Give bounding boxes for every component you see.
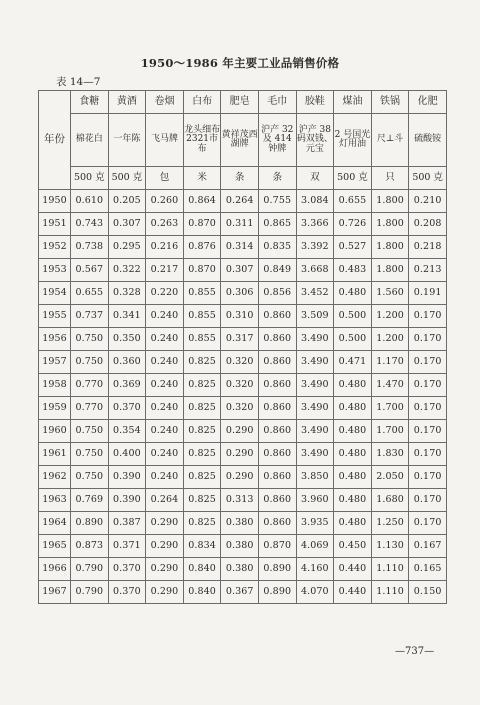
- price-cell: 0.208: [409, 213, 447, 236]
- product-unit-cell: 500 克: [409, 167, 447, 190]
- price-cell: 0.890: [258, 558, 296, 581]
- price-cell: 0.290: [146, 535, 184, 558]
- price-cell: 0.769: [71, 489, 109, 512]
- price-cell: 0.825: [183, 351, 221, 374]
- table-row: [39, 305, 447, 328]
- price-cell: 2.050: [371, 466, 409, 489]
- price-cell: 3.392: [296, 236, 334, 259]
- page-number: —737—: [395, 646, 435, 657]
- product-brand-cell: 棉花白: [71, 114, 109, 167]
- price-cell: 0.860: [258, 351, 296, 374]
- price-cell: 0.295: [108, 236, 146, 259]
- price-cell: 0.860: [258, 512, 296, 535]
- product-brand-row: [39, 114, 447, 167]
- price-cell: 0.750: [71, 351, 109, 374]
- price-cell: 0.790: [71, 558, 109, 581]
- price-cell: 0.750: [71, 443, 109, 466]
- price-cell: 0.370: [108, 397, 146, 420]
- table-row: [39, 236, 447, 259]
- price-cell: 0.855: [183, 282, 221, 305]
- price-cell: 0.240: [146, 374, 184, 397]
- price-cell: 0.264: [221, 190, 259, 213]
- price-cell: 1.470: [371, 374, 409, 397]
- price-cell: 0.191: [409, 282, 447, 305]
- year-cell: 1950: [39, 190, 71, 213]
- price-cell: 0.390: [108, 489, 146, 512]
- year-cell: 1967: [39, 581, 71, 604]
- price-table: [38, 90, 447, 604]
- year-column-header: 年份: [39, 91, 71, 190]
- price-cell: 0.860: [258, 489, 296, 512]
- price-cell: 4.160: [296, 558, 334, 581]
- product-name-cell: 卷烟: [146, 91, 184, 114]
- price-cell: 0.855: [183, 328, 221, 351]
- price-cell: 0.500: [334, 305, 372, 328]
- price-cell: 0.322: [108, 259, 146, 282]
- price-cell: 0.165: [409, 558, 447, 581]
- year-cell: 1961: [39, 443, 71, 466]
- price-cell: 0.440: [334, 581, 372, 604]
- product-unit-cell: 条: [258, 167, 296, 190]
- price-cell: 0.341: [108, 305, 146, 328]
- price-cell: 1.200: [371, 305, 409, 328]
- price-cell: 0.480: [334, 489, 372, 512]
- price-cell: 0.150: [409, 581, 447, 604]
- price-cell: 0.755: [258, 190, 296, 213]
- price-cell: 0.220: [146, 282, 184, 305]
- product-brand-cell: 2 号国光灯用油: [334, 114, 372, 167]
- product-name-row: [39, 91, 447, 114]
- price-cell: 0.480: [334, 512, 372, 535]
- price-cell: 3.490: [296, 351, 334, 374]
- price-cell: 0.480: [334, 466, 372, 489]
- price-cell: 0.360: [108, 351, 146, 374]
- product-brand-cell: 一年陈: [108, 114, 146, 167]
- price-cell: 3.490: [296, 420, 334, 443]
- price-cell: 0.860: [258, 466, 296, 489]
- price-cell: 0.320: [221, 374, 259, 397]
- price-cell: 0.167: [409, 535, 447, 558]
- price-cell: 1.170: [371, 351, 409, 374]
- price-cell: 0.380: [221, 558, 259, 581]
- product-name-cell: 黄酒: [108, 91, 146, 114]
- product-brand-cell: 尺⊥斗: [371, 114, 409, 167]
- price-cell: 0.655: [71, 282, 109, 305]
- price-cell: 0.390: [108, 466, 146, 489]
- price-cell: 0.849: [258, 259, 296, 282]
- year-cell: 1957: [39, 351, 71, 374]
- price-cell: 1.110: [371, 581, 409, 604]
- year-cell: 1963: [39, 489, 71, 512]
- price-cell: 0.865: [258, 213, 296, 236]
- year-cell: 1966: [39, 558, 71, 581]
- table-row: [39, 259, 447, 282]
- product-name-cell: 胶鞋: [296, 91, 334, 114]
- year-cell: 1954: [39, 282, 71, 305]
- price-cell: 0.743: [71, 213, 109, 236]
- price-cell: 1.700: [371, 420, 409, 443]
- product-name-cell: 化肥: [409, 91, 447, 114]
- price-cell: 0.890: [258, 581, 296, 604]
- year-cell: 1962: [39, 466, 71, 489]
- product-unit-cell: 500 克: [108, 167, 146, 190]
- price-cell: 0.890: [71, 512, 109, 535]
- table-row: [39, 374, 447, 397]
- price-cell: 0.371: [108, 535, 146, 558]
- price-cell: 0.860: [258, 305, 296, 328]
- price-cell: 4.069: [296, 535, 334, 558]
- price-cell: 0.290: [221, 466, 259, 489]
- price-cell: 0.370: [108, 581, 146, 604]
- product-unit-cell: 包: [146, 167, 184, 190]
- year-cell: 1951: [39, 213, 71, 236]
- price-cell: 0.840: [183, 581, 221, 604]
- price-cell: 0.860: [258, 443, 296, 466]
- product-unit-cell: 双: [296, 167, 334, 190]
- price-cell: 0.834: [183, 535, 221, 558]
- price-cell: 0.825: [183, 443, 221, 466]
- price-cell: 0.876: [183, 236, 221, 259]
- price-cell: 0.738: [71, 236, 109, 259]
- price-cell: 1.250: [371, 512, 409, 535]
- price-cell: 1.200: [371, 328, 409, 351]
- price-cell: 0.170: [409, 305, 447, 328]
- product-unit-cell: 只: [371, 167, 409, 190]
- price-cell: 0.726: [334, 213, 372, 236]
- price-cell: 0.240: [146, 397, 184, 420]
- price-cell: 0.737: [71, 305, 109, 328]
- price-cell: 0.314: [221, 236, 259, 259]
- table-row: [39, 512, 447, 535]
- table-row: [39, 351, 447, 374]
- price-cell: 0.380: [221, 535, 259, 558]
- price-cell: 0.328: [108, 282, 146, 305]
- price-cell: 0.825: [183, 420, 221, 443]
- price-cell: 0.240: [146, 466, 184, 489]
- price-cell: 3.084: [296, 190, 334, 213]
- product-brand-cell: 沪产 32及 414钟牌: [258, 114, 296, 167]
- price-cell: 1.800: [371, 190, 409, 213]
- price-cell: 3.490: [296, 443, 334, 466]
- price-cell: 0.170: [409, 351, 447, 374]
- price-cell: 0.370: [108, 558, 146, 581]
- price-cell: 4.070: [296, 581, 334, 604]
- price-cell: 1.110: [371, 558, 409, 581]
- price-cell: 0.655: [334, 190, 372, 213]
- price-cell: 0.170: [409, 443, 447, 466]
- price-cell: 0.480: [334, 420, 372, 443]
- table-row: [39, 581, 447, 604]
- price-cell: 0.750: [71, 420, 109, 443]
- price-cell: 0.835: [258, 236, 296, 259]
- year-cell: 1956: [39, 328, 71, 351]
- price-cell: 0.567: [71, 259, 109, 282]
- product-brand-cell: 飞马牌: [146, 114, 184, 167]
- price-cell: 0.864: [183, 190, 221, 213]
- year-cell: 1953: [39, 259, 71, 282]
- price-cell: 1.800: [371, 213, 409, 236]
- price-cell: 0.387: [108, 512, 146, 535]
- price-cell: 0.870: [183, 213, 221, 236]
- year-cell: 1959: [39, 397, 71, 420]
- price-cell: 1.560: [371, 282, 409, 305]
- price-cell: 0.313: [221, 489, 259, 512]
- price-cell: 0.750: [71, 328, 109, 351]
- price-cell: 0.170: [409, 420, 447, 443]
- price-cell: 0.380: [221, 512, 259, 535]
- product-brand-cell: 硫酸铵: [409, 114, 447, 167]
- price-cell: 0.290: [146, 581, 184, 604]
- price-cell: 3.490: [296, 374, 334, 397]
- product-brand-cell: 龙头细布2321市布: [183, 114, 221, 167]
- price-cell: 0.527: [334, 236, 372, 259]
- price-cell: 0.307: [221, 259, 259, 282]
- price-cell: 0.290: [146, 558, 184, 581]
- price-cell: 0.870: [258, 535, 296, 558]
- table-row: [39, 466, 447, 489]
- price-cell: 3.960: [296, 489, 334, 512]
- price-cell: 0.825: [183, 466, 221, 489]
- price-cell: 0.311: [221, 213, 259, 236]
- product-name-cell: 食糖: [71, 91, 109, 114]
- price-cell: 0.440: [334, 558, 372, 581]
- product-brand-cell: 黄祥茂西湖牌: [221, 114, 259, 167]
- price-cell: 0.825: [183, 489, 221, 512]
- year-cell: 1960: [39, 420, 71, 443]
- price-cell: 0.290: [146, 512, 184, 535]
- price-cell: 0.264: [146, 489, 184, 512]
- year-cell: 1964: [39, 512, 71, 535]
- price-cell: 0.170: [409, 397, 447, 420]
- price-cell: 0.480: [334, 443, 372, 466]
- price-cell: 0.450: [334, 535, 372, 558]
- product-name-cell: 煤油: [334, 91, 372, 114]
- price-cell: 0.400: [108, 443, 146, 466]
- price-cell: 0.217: [146, 259, 184, 282]
- price-cell: 0.240: [146, 443, 184, 466]
- price-table-body: [39, 190, 447, 604]
- price-cell: 0.290: [221, 420, 259, 443]
- price-cell: 0.350: [108, 328, 146, 351]
- price-cell: 0.860: [258, 374, 296, 397]
- price-cell: 3.452: [296, 282, 334, 305]
- price-cell: 0.170: [409, 466, 447, 489]
- price-cell: 0.290: [221, 443, 259, 466]
- price-cell: 0.240: [146, 305, 184, 328]
- price-cell: 0.218: [409, 236, 447, 259]
- price-cell: 3.490: [296, 397, 334, 420]
- price-cell: 0.610: [71, 190, 109, 213]
- price-cell: 0.354: [108, 420, 146, 443]
- price-cell: 0.825: [183, 374, 221, 397]
- price-cell: 1.700: [371, 397, 409, 420]
- price-cell: 0.369: [108, 374, 146, 397]
- price-cell: 0.483: [334, 259, 372, 282]
- price-cell: 0.210: [409, 190, 447, 213]
- price-cell: 0.240: [146, 351, 184, 374]
- price-cell: 0.860: [258, 397, 296, 420]
- product-unit-cell: 条: [221, 167, 259, 190]
- table-row: [39, 443, 447, 466]
- year-cell: 1958: [39, 374, 71, 397]
- price-cell: 1.130: [371, 535, 409, 558]
- product-brand-cell: 沪产 38码双钱、元宝: [296, 114, 334, 167]
- price-cell: 0.310: [221, 305, 259, 328]
- price-cell: 0.790: [71, 581, 109, 604]
- price-cell: 0.480: [334, 374, 372, 397]
- price-cell: 3.366: [296, 213, 334, 236]
- table-row: [39, 213, 447, 236]
- price-cell: 0.825: [183, 397, 221, 420]
- table-row: [39, 420, 447, 443]
- price-cell: 0.870: [183, 259, 221, 282]
- price-cell: 0.873: [71, 535, 109, 558]
- price-cell: 0.213: [409, 259, 447, 282]
- price-cell: 0.320: [221, 397, 259, 420]
- price-cell: 0.307: [108, 213, 146, 236]
- price-cell: 0.840: [183, 558, 221, 581]
- price-cell: 0.170: [409, 512, 447, 535]
- table-row: [39, 282, 447, 305]
- price-cell: 0.260: [146, 190, 184, 213]
- price-cell: 3.850: [296, 466, 334, 489]
- price-cell: 0.480: [334, 282, 372, 305]
- table-row: [39, 558, 447, 581]
- price-cell: 0.170: [409, 328, 447, 351]
- price-cell: 0.367: [221, 581, 259, 604]
- price-cell: 1.800: [371, 259, 409, 282]
- price-cell: 0.240: [146, 420, 184, 443]
- product-name-cell: 白布: [183, 91, 221, 114]
- year-cell: 1965: [39, 535, 71, 558]
- table-row: [39, 397, 447, 420]
- price-cell: 0.240: [146, 328, 184, 351]
- price-cell: 0.750: [71, 466, 109, 489]
- table-row: [39, 489, 447, 512]
- table-title: 1950～1986 年主要工业品销售价格: [140, 56, 340, 70]
- product-name-cell: 肥皂: [221, 91, 259, 114]
- price-cell: 0.317: [221, 328, 259, 351]
- price-cell: 0.860: [258, 420, 296, 443]
- product-unit-row: [39, 167, 447, 190]
- price-cell: 3.935: [296, 512, 334, 535]
- price-cell: 3.509: [296, 305, 334, 328]
- product-unit-cell: 500 克: [334, 167, 372, 190]
- table-row: [39, 535, 447, 558]
- product-name-cell: 毛巾: [258, 91, 296, 114]
- price-cell: 0.216: [146, 236, 184, 259]
- price-cell: 1.800: [371, 236, 409, 259]
- price-cell: 0.471: [334, 351, 372, 374]
- price-cell: 1.680: [371, 489, 409, 512]
- year-cell: 1952: [39, 236, 71, 259]
- price-cell: 0.480: [334, 397, 372, 420]
- table-row: [39, 190, 447, 213]
- table-row: [39, 328, 447, 351]
- price-cell: 0.860: [258, 328, 296, 351]
- price-cell: 0.170: [409, 374, 447, 397]
- price-cell: 0.825: [183, 512, 221, 535]
- price-cell: 0.320: [221, 351, 259, 374]
- price-cell: 0.855: [183, 305, 221, 328]
- price-cell: 0.770: [71, 397, 109, 420]
- price-cell: 0.500: [334, 328, 372, 351]
- price-cell: 0.263: [146, 213, 184, 236]
- price-cell: 3.668: [296, 259, 334, 282]
- price-cell: 1.830: [371, 443, 409, 466]
- year-cell: 1955: [39, 305, 71, 328]
- price-cell: 0.856: [258, 282, 296, 305]
- product-unit-cell: 500 克: [71, 167, 109, 190]
- product-name-cell: 铁锅: [371, 91, 409, 114]
- price-cell: 0.205: [108, 190, 146, 213]
- table-number-label: 表 14—7: [56, 76, 101, 88]
- price-cell: 0.770: [71, 374, 109, 397]
- price-cell: 0.306: [221, 282, 259, 305]
- price-cell: 3.490: [296, 328, 334, 351]
- product-unit-cell: 米: [183, 167, 221, 190]
- price-cell: 0.170: [409, 489, 447, 512]
